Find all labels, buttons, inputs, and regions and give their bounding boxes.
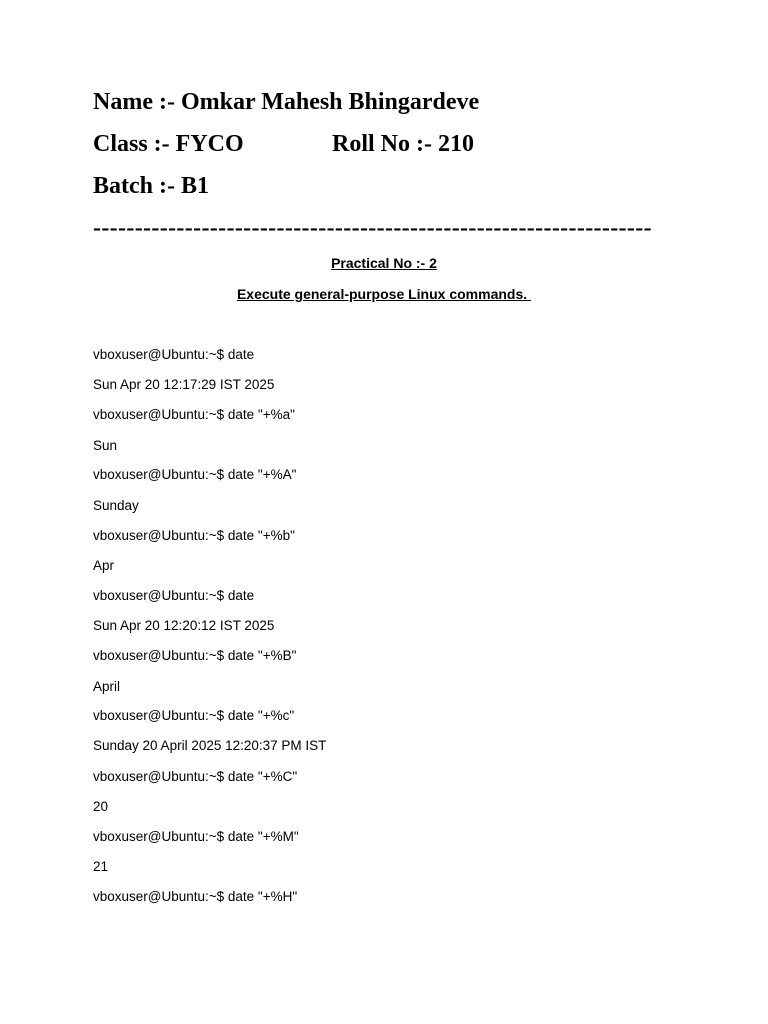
batch-line: Batch :- B1 [93,173,209,199]
terminal-line: vboxuser@Ubuntu:~$ date "+%M" [93,829,299,844]
student-name: Name :- Omkar Mahesh Bhingardeve [93,89,480,115]
terminal-line: Sun Apr 20 12:17:29 IST 2025 [93,377,275,392]
terminal-line: vboxuser@Ubuntu:~$ date [93,588,255,603]
terminal-line: Apr [93,558,115,573]
divider: ------------------------------------------------------------------- [93,215,652,241]
terminal-line: vboxuser@Ubuntu:~$ date "+%H" [93,889,298,904]
class-label: Class :- FYCO [93,131,244,157]
terminal-line: vboxuser@Ubuntu:~$ date "+%a" [93,407,295,422]
terminal-line: Sunday 20 April 2025 12:20:37 PM IST [93,738,327,753]
terminal-line: vboxuser@Ubuntu:~$ date "+%c" [93,708,295,723]
practical-aim: Execute general-purpose Linux commands. [236,286,532,302]
roll-number: Roll No :- 210 [332,131,474,157]
terminal-line: vboxuser@Ubuntu:~$ date "+%b" [93,528,295,543]
terminal-line: vboxuser@Ubuntu:~$ date "+%A" [93,467,297,482]
terminal-line: 21 [93,859,109,874]
terminal-line: Sun Apr 20 12:20:12 IST 2025 [93,618,275,633]
terminal-line: April [93,679,121,694]
terminal-line: 20 [93,799,109,814]
terminal-line: vboxuser@Ubuntu:~$ date [93,347,255,362]
practical-title: Practical No :- 2 [331,255,437,271]
terminal-line: vboxuser@Ubuntu:~$ date "+%C" [93,769,298,784]
class-line [93,130,474,158]
terminal-line: Sunday [93,498,139,513]
terminal-line: vboxuser@Ubuntu:~$ date "+%B" [93,648,297,663]
terminal-line: Sun [93,438,118,453]
